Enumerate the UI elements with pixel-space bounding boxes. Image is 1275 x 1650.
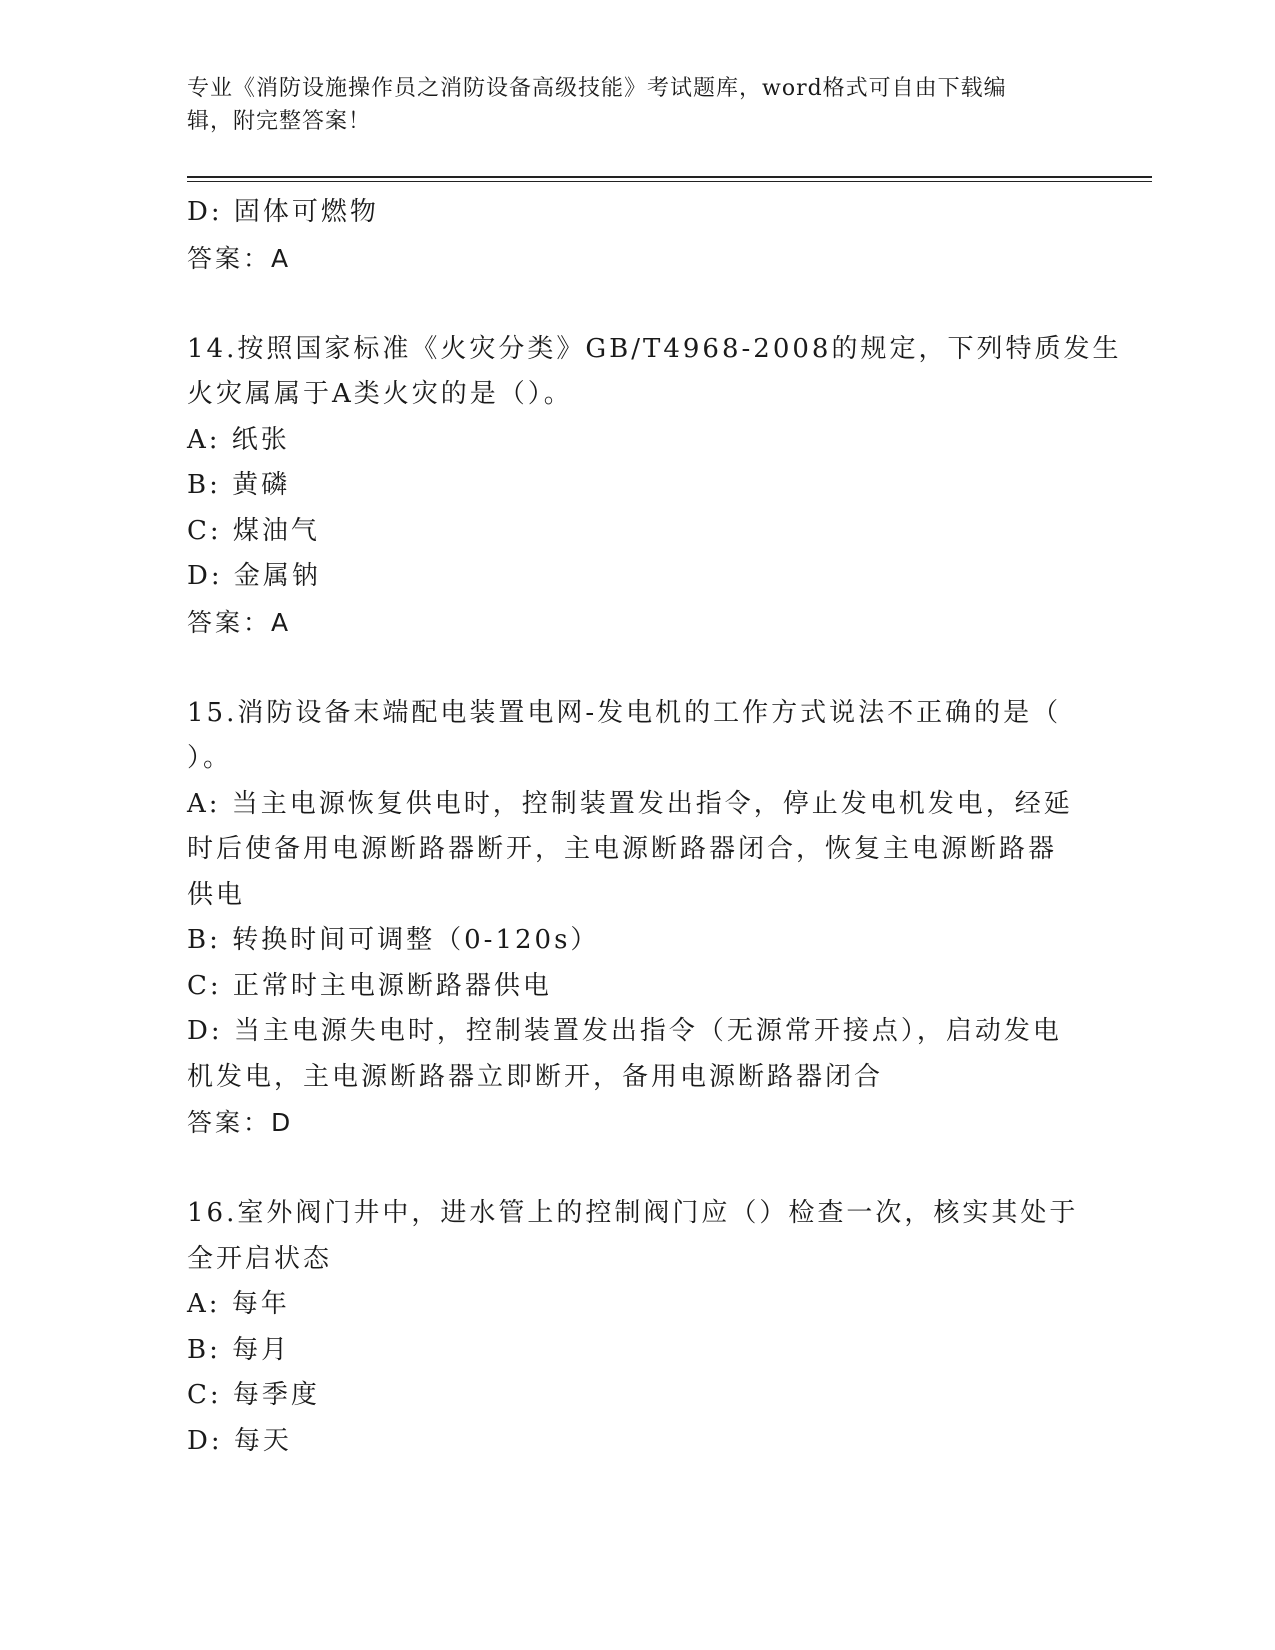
answer-line: 答案：D xyxy=(187,1108,294,1137)
option-a-continued: 供电 xyxy=(187,879,246,910)
prev-question-tail xyxy=(187,190,1087,281)
question-stem-line: 16.室外阀门井中，进水管上的控制阀门应（）检查一次，核实其处于 xyxy=(187,1198,1079,1228)
option-b: B: 每月 xyxy=(187,1334,291,1365)
question-15 xyxy=(187,691,1087,1146)
question-content xyxy=(187,190,1122,1464)
question-14 xyxy=(187,327,1122,646)
option-a-continued: 时后使备用电源断路器断开，主电源断路器闭合，恢复主电源断路器 xyxy=(187,834,1058,864)
option-a: A: 纸张 xyxy=(187,424,290,455)
option-c: C: 每季度 xyxy=(187,1380,320,1410)
header-divider-thin xyxy=(187,181,1152,182)
question-stem-line: 14.按照国家标准《火灾分类》GB/T4968-2008的规定，下列特质发生 xyxy=(187,333,1122,364)
question-16 xyxy=(187,1191,1087,1464)
option-d: D: 固体可燃物 xyxy=(187,197,379,227)
question-stem-line: 15.消防设备末端配电装置电网-发电机的工作方式说法不正确的是（ xyxy=(187,697,1062,728)
option-a: A: 当主电源恢复供电时，控制装置发出指令，停止发电机发电，经延 xyxy=(187,788,1073,819)
question-stem-line: ）。 xyxy=(187,743,233,773)
option-d-continued: 机发电，主电源断路器立即断开，备用电源断路器闭合 xyxy=(187,1061,884,1092)
option-c: C: 正常时主电源断路器供电 xyxy=(187,970,552,1001)
option-d: D: 当主电源失电时，控制装置发出指令（无源常开接点），启动发电 xyxy=(187,1016,1062,1046)
header-line-1: 专业《消防设施操作员之消防设备高级技能》考试题库，word格式可自由下载编 xyxy=(187,76,1007,101)
option-c: C: 煤油气 xyxy=(187,515,320,546)
option-b: B: 黄磷 xyxy=(187,470,291,500)
answer-line: 答案：A xyxy=(187,607,292,637)
option-d: D: 金属钠 xyxy=(187,561,321,591)
option-b: B: 转换时间可调整（0-120s） xyxy=(187,925,600,955)
question-stem-line: 火灾属属于A类火灾的是（）。 xyxy=(187,379,573,409)
header-divider-thick xyxy=(187,176,1152,178)
document-header xyxy=(187,72,1067,138)
header-line-2: 辑，附完整答案！ xyxy=(187,109,372,134)
option-d: D: 每天 xyxy=(187,1425,292,1456)
option-a: A: 每年 xyxy=(187,1289,290,1319)
question-stem-line: 全开启状态 xyxy=(187,1243,333,1274)
answer-line: 答案：A xyxy=(187,243,292,273)
